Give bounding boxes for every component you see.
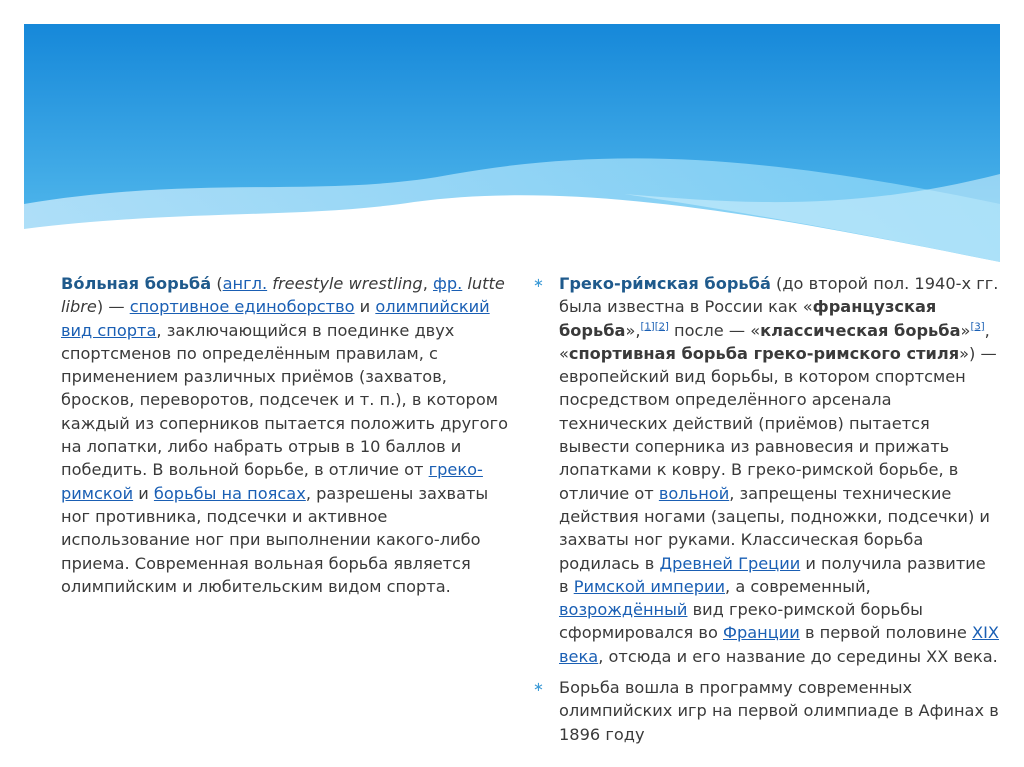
- text-span: (: [211, 274, 223, 293]
- ref-1[interactable]: [1]: [640, 321, 655, 333]
- slide: [24, 24, 1000, 767]
- ref-3[interactable]: [3]: [970, 321, 985, 333]
- freestyle-paragraph: [61, 272, 509, 598]
- text-span: вид греко-римской борьбы сформировался во: [559, 600, 923, 643]
- link-19th-century[interactable]: XIX века: [559, 623, 999, 666]
- text-span: , «: [559, 320, 990, 363]
- bold-term: классическая борьба: [760, 320, 961, 340]
- text-span: , отсюда и его название до середины XX века.: [598, 646, 998, 666]
- link-ancient-greece[interactable]: Древней Греции: [659, 553, 801, 573]
- text-span: , а современный,: [725, 576, 871, 596]
- link-angl[interactable]: англ.: [222, 274, 268, 293]
- text-italic: lutte libre: [61, 274, 505, 317]
- text-span: , заключающийся в поединке двух спортсменов по определённым правилам, с применением различных приёмов (захватов, бросков, переворотов, подсечек и т. п.), в котором каждый из соперников пытается положить другого на лопатки, либо набрать отрыв в 10 баллов и победить. В вольной борьбе, в отличие от: [61, 320, 508, 480]
- link-fr[interactable]: фр.: [432, 274, 463, 293]
- link-revived[interactable]: возрождённый: [559, 600, 688, 620]
- greco-paragraph: [559, 272, 999, 668]
- bold-term: спортивная борьба греко-римского стиля: [568, 343, 960, 363]
- bold-term: французская борьба: [559, 297, 937, 340]
- link-olympic-sport[interactable]: олимпийский вид спорта: [61, 297, 490, 340]
- header-wave-decoration: [24, 24, 1000, 274]
- bullet-item-greco-roman: [533, 272, 999, 668]
- bullet-icon: ∗: [533, 276, 544, 291]
- text-span: и: [133, 483, 154, 503]
- text-span: , запрещены технические действия ногами (зацепы, подножки, подсечки) и захваты ног руками. Классическая борьба родилась в: [559, 483, 990, 573]
- text-italic: freestyle wrestling: [267, 274, 423, 293]
- link-belt-wrestling[interactable]: борьбы на поясах: [153, 483, 306, 503]
- bullet-item-olympics: [533, 676, 999, 746]
- text-span: (до второй пол. 1940-х гг. была известна в России как «: [559, 274, 999, 317]
- greco-title: Греко-ри́мская борьба́: [559, 274, 771, 293]
- text-span: в первой половине: [799, 623, 973, 643]
- link-greco-roman[interactable]: греко-римской: [61, 460, 483, 503]
- ref-2[interactable]: [2]: [654, 321, 669, 333]
- text-span: »,: [625, 320, 641, 340]
- text-span: »: [960, 320, 971, 340]
- link-freestyle[interactable]: вольной: [658, 483, 730, 503]
- text-span: и: [354, 297, 376, 317]
- text-span: ) —: [96, 297, 130, 317]
- olympics-paragraph: Борьба вошла в программу современных олимпийских игр на первой олимпиаде в Афинах в 1896 году: [559, 678, 999, 744]
- link-france[interactable]: Франции: [723, 623, 800, 643]
- left-text-column: [61, 272, 509, 598]
- text-span: и получила развитие в: [559, 553, 986, 596]
- right-text-column: [533, 272, 999, 754]
- bullet-icon: ∗: [533, 680, 544, 696]
- text-span: ,: [422, 274, 433, 293]
- text-span: , разрешены захваты ног противника, подсечки и активное использование ног при выполнении какого-либо приема. Современная вольная борьба является олимпийским и любительским видом спорта.: [61, 483, 489, 596]
- freestyle-title: Во́льная борьба́: [61, 274, 212, 293]
- link-sport-combat[interactable]: спортивное единоборство: [129, 297, 355, 317]
- text-span: после — «: [668, 320, 761, 340]
- link-roman-empire[interactable]: Римской империи: [573, 576, 726, 596]
- text-span: ») — европейский вид борьбы, в котором спортсмен посредством определённого арсенала технических действий (приёмов) пытается вывести соперника из равновесия и прижать лопатками к ковру. В греко-римской борьбе, в отличие от: [559, 343, 997, 503]
